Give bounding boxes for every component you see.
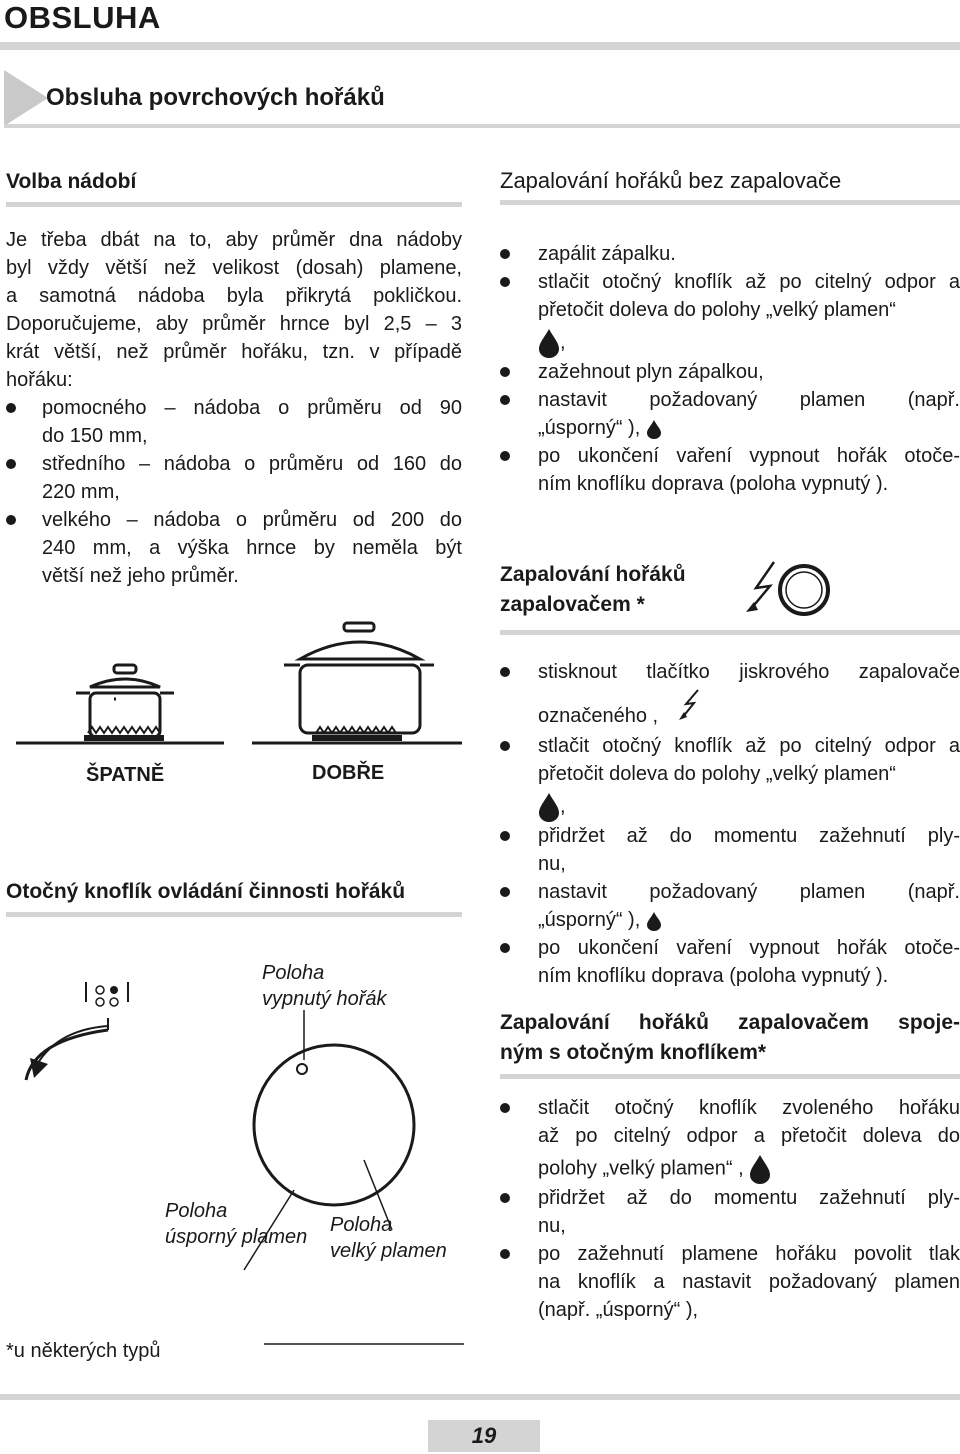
label-line: velký plamen — [330, 1240, 447, 1262]
flame-large-icon — [538, 792, 560, 822]
list-item — [500, 732, 960, 822]
bullet-icon — [500, 667, 510, 677]
list-item — [500, 268, 960, 358]
label-line: Poloha — [330, 1214, 393, 1236]
bullet-line: označeného , — [538, 705, 659, 727]
bullet-line: přetočit doleva do polohy „velký plamen“ — [538, 299, 896, 321]
sec1-rule — [500, 200, 960, 205]
bullet-line: pomocného – nádoba o průměru od 90 — [42, 397, 462, 419]
bullet-icon — [500, 367, 510, 377]
bullet-icon — [6, 403, 16, 413]
flame-large-icon — [538, 328, 560, 358]
page-title: OBSLUHA — [4, 0, 161, 35]
bullet-line: středního – nádoba o průměru od 160 do — [42, 453, 462, 475]
section-rule — [4, 124, 960, 128]
bullet-icon — [500, 1193, 510, 1203]
bullet-icon — [500, 277, 510, 287]
header-rule — [0, 42, 960, 50]
bullet-line: nastavit požadovaný plamen (např. — [538, 881, 960, 903]
label-line: Poloha — [262, 962, 325, 984]
bullet-icon — [500, 943, 510, 953]
bullet-icon — [500, 451, 510, 461]
list-item — [6, 506, 462, 590]
knob-illustration — [4, 960, 464, 1350]
bullet-line: nu, — [538, 853, 566, 875]
bullet-line: nu, — [538, 1215, 566, 1237]
list-item — [500, 240, 960, 268]
bullet-line: , — [560, 331, 566, 354]
footer-rule — [0, 1394, 960, 1400]
bullet-line: 220 mm, — [42, 481, 120, 503]
knob-rule — [6, 912, 462, 917]
bullet-line: 240 mm, a výška hrnce by neměla být — [42, 537, 462, 559]
bullet-line: velkého – nádoba o průměru od 200 do — [42, 509, 462, 531]
bullet-icon — [500, 741, 510, 751]
list-item — [500, 878, 960, 934]
intro-line: byl vždy větší než velikost (dosah) plamene, — [6, 257, 462, 279]
bullet-line: stlačit otočný knoflík zvoleného hořáku — [538, 1097, 960, 1119]
list-item — [500, 934, 960, 990]
bullet-line: ním knoflíku doprava (poloha vypnutý ). — [538, 473, 889, 495]
list-item — [500, 358, 960, 386]
label-line: Poloha — [165, 1200, 228, 1222]
bullet-line: polohy „velký plamen“ , — [538, 1157, 744, 1180]
list-item — [500, 386, 960, 442]
bullet-line: větší než jeho průměr. — [42, 565, 239, 587]
bullet-icon — [500, 395, 510, 405]
bullet-icon — [500, 249, 510, 259]
intro-line: Je třeba dbát na to, aby průměr dna nádoby — [6, 229, 462, 251]
bullet-line: až po citelný odpor a přetočit doleva do — [538, 1125, 960, 1147]
bullet-line: zapálit zápalku. — [538, 243, 676, 265]
list-item — [6, 450, 462, 506]
label-line: úsporný plamen — [165, 1226, 308, 1248]
label-good: DOBŘE — [312, 762, 385, 784]
volba-title: Volba nádobí — [6, 170, 137, 193]
bullet-line: , — [560, 795, 566, 818]
bullet-line: do 150 mm, — [42, 425, 148, 447]
bullet-line: zažehnout plyn zápalkou, — [538, 361, 764, 383]
bullet-icon — [500, 887, 510, 897]
bullet-line: „úsporný“ ), — [538, 909, 641, 931]
list-item — [500, 658, 960, 730]
bullet-icon — [6, 515, 16, 525]
bullet-line: (např. „úsporný“ ), — [538, 1299, 699, 1321]
bullet-icon — [6, 459, 16, 469]
bullet-line: po zažehnutí plamene hořáku povolit tlak — [538, 1243, 960, 1265]
list-item — [6, 394, 462, 450]
title-line: Zapalování hořáků — [500, 563, 686, 586]
intro-line: Doporučujeme, aby průměr hrnce byl 2,5 – 3 — [6, 313, 462, 335]
list-item — [500, 822, 960, 878]
sec3-title — [500, 1008, 960, 1068]
flame-small-icon — [646, 419, 662, 439]
sec2-rule — [500, 630, 960, 635]
bullet-line: přidržet až do momentu zažehnutí ply- — [538, 1187, 960, 1209]
list-item — [500, 1240, 960, 1324]
spark-small-icon — [676, 688, 704, 722]
title-line: ným s otočným knoflíkem* — [500, 1041, 767, 1064]
bullet-line: přetočit doleva do polohy „velký plamen“ — [538, 763, 896, 785]
title-line: zapalovačem * — [500, 593, 645, 616]
sec3-rule — [500, 1074, 960, 1079]
list-item — [500, 1184, 960, 1240]
volba-rule — [6, 202, 462, 207]
bullet-line: „úsporný“ ), — [538, 417, 641, 439]
title-line: Zapalování hořáků zapalovačem spoje- — [500, 1011, 960, 1034]
intro-paragraph — [6, 226, 462, 394]
list-item — [500, 442, 960, 498]
intro-line: hořáku: — [6, 369, 73, 391]
sec1-title: Zapalování hořáků bez zapalovače — [500, 168, 842, 193]
bullet-line: stisknout tlačítko jiskrového zapalovače — [538, 661, 960, 683]
spark-igniter-icon — [740, 560, 840, 620]
bullet-line: stlačit otočný knoflík až po citelný odpor a — [538, 735, 960, 757]
bullet-icon — [500, 831, 510, 841]
pot-illustration — [14, 615, 464, 765]
triangle-icon — [4, 70, 52, 126]
label-line: vypnutý hořák — [262, 988, 387, 1010]
bullet-line: ním knoflíku doprava (poloha vypnutý ). — [538, 965, 889, 987]
bullet-line: po ukončení vaření vypnout hořák otoče- — [538, 937, 960, 959]
label-bad: ŠPATNĚ — [86, 764, 165, 786]
knob-title: Otočný knoflík ovládání činnosti hořáků — [6, 880, 406, 903]
sec2-title — [500, 560, 686, 620]
list-item — [500, 1094, 960, 1184]
footnote: *u některých typů — [6, 1340, 161, 1362]
bullet-icon — [500, 1103, 510, 1113]
bullet-line: přidržet až do momentu zažehnutí ply- — [538, 825, 960, 847]
flame-large-icon — [749, 1154, 771, 1184]
intro-line: krát větší, než průměr hořáku, tzn. v případě — [6, 341, 462, 363]
page-number: 19 — [428, 1420, 540, 1452]
knob-big-label — [330, 1212, 447, 1264]
bullet-icon — [500, 1249, 510, 1259]
knob-off-label — [262, 960, 387, 1012]
intro-line: a samotná nádoba byla přikrytá pokličkou. — [6, 285, 462, 307]
bullet-line: na knoflík a nastavit požadovaný plamen — [538, 1271, 960, 1293]
knob-eco-label — [165, 1198, 307, 1250]
bullet-line: po ukončení vaření vypnout hořák otoče- — [538, 445, 960, 467]
bullet-line: stlačit otočný knoflík až po citelný odpor a — [538, 271, 960, 293]
bullet-line: nastavit požadovaný plamen (např. — [538, 389, 960, 411]
section-title: Obsluha povrchových hořáků — [46, 84, 385, 111]
flame-small-icon — [646, 911, 662, 931]
